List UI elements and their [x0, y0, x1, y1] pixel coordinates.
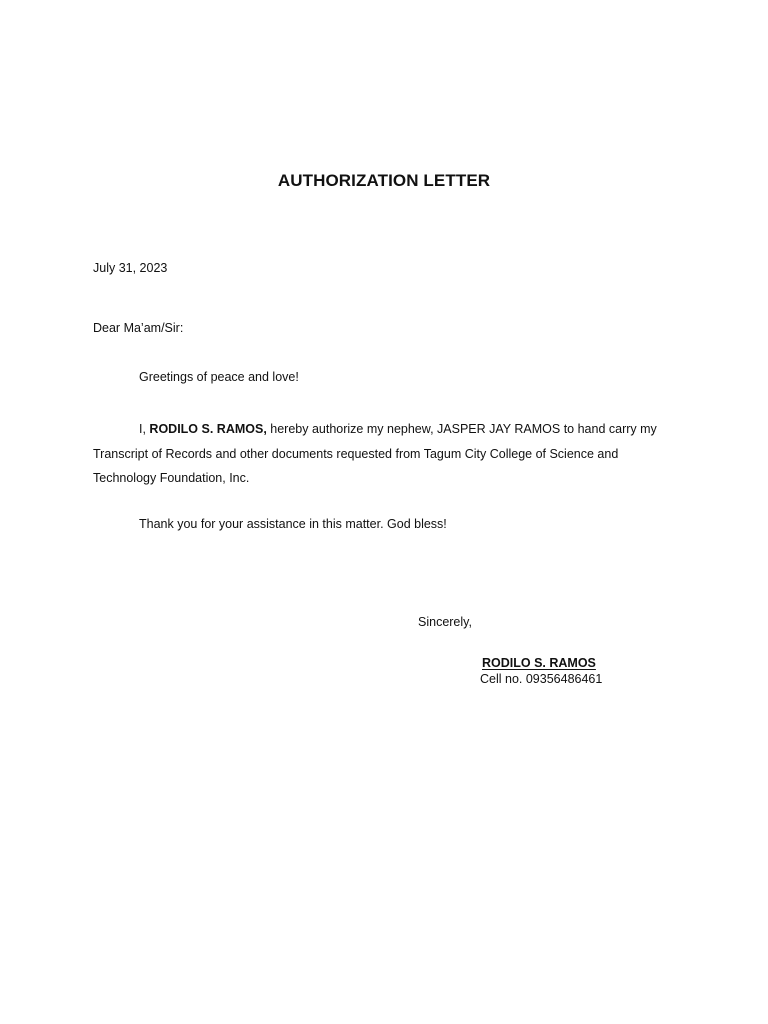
thanks-line: Thank you for your assistance in this matter. God bless!: [139, 517, 447, 531]
greeting: Greetings of peace and love!: [139, 370, 299, 384]
salutation: Dear Ma’am/Sir:: [93, 321, 184, 335]
author-name-bold: RODILO S. RAMOS,: [149, 422, 267, 436]
body-text: hereby authorize my nephew, JASPER JAY RAMOS to hand carry my Transcript of Records and other documents requested from Tagum City College of Science and Technology Foundation, Inc.: [93, 422, 657, 485]
body-prefix: I,: [139, 422, 150, 436]
closing: Sincerely,: [418, 615, 472, 629]
signature-cell-number: Cell no. 09356486461: [480, 672, 603, 686]
signature-name: RODILO S. RAMOS: [482, 656, 596, 670]
body-paragraph: [93, 417, 668, 491]
letter-title: AUTHORIZATION LETTER: [277, 171, 491, 190]
letter-date: July 31, 2023: [93, 261, 168, 275]
